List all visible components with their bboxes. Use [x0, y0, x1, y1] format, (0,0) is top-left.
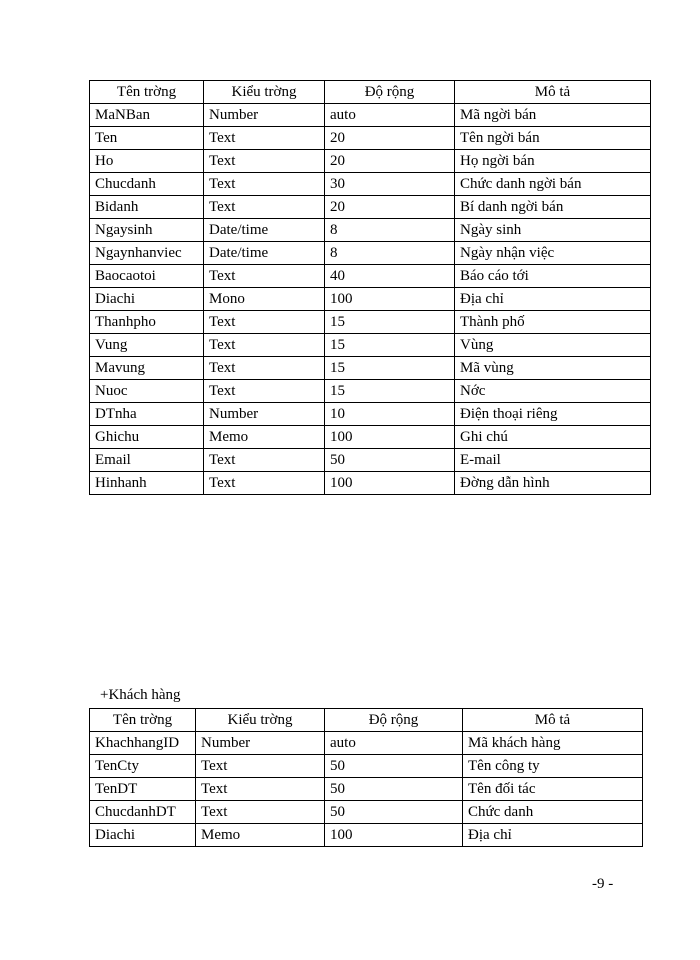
cell-field-name: Chucdanh [90, 173, 204, 196]
cell-field-type: Text [196, 778, 325, 801]
cell-description: E-mail [455, 449, 651, 472]
cell-field-type: Text [204, 449, 325, 472]
cell-field-type: Number [196, 732, 325, 755]
cell-field-type: Text [204, 150, 325, 173]
cell-field-width: 15 [325, 380, 455, 403]
cell-field-name: Ghichu [90, 426, 204, 449]
cell-field-name: ChucdanhDT [90, 801, 196, 824]
cell-description: Chức danh ngời bán [455, 173, 651, 196]
header-description: Mô tả [463, 709, 643, 732]
cell-field-name: Mavung [90, 357, 204, 380]
cell-field-width: 15 [325, 357, 455, 380]
table-row [90, 755, 643, 778]
cell-field-name: Ho [90, 150, 204, 173]
cell-description: Địa chỉ [463, 824, 643, 847]
header-field-type: Kiểu trờng [196, 709, 325, 732]
cell-description: Mã vùng [455, 357, 651, 380]
cell-field-width: 100 [325, 288, 455, 311]
table-row [90, 104, 651, 127]
cell-description: Ghi chú [455, 426, 651, 449]
cell-field-type: Text [204, 265, 325, 288]
cell-field-width: 50 [325, 778, 463, 801]
cell-field-name: Hinhanh [90, 472, 204, 495]
cell-field-name: Ten [90, 127, 204, 150]
cell-field-type: Text [204, 127, 325, 150]
cell-field-width: auto [325, 104, 455, 127]
cell-field-type: Text [204, 472, 325, 495]
cell-description: Điện thoại riêng [455, 403, 651, 426]
cell-field-type: Text [204, 311, 325, 334]
cell-field-type: Text [196, 755, 325, 778]
table-row [90, 824, 643, 847]
cell-description: Địa chỉ [455, 288, 651, 311]
cell-description: Tên công ty [463, 755, 643, 778]
cell-description: Báo cáo tới [455, 265, 651, 288]
header-field-name: Tên trờng [90, 81, 204, 104]
table-row [90, 357, 651, 380]
table-row [90, 380, 651, 403]
table-row [90, 173, 651, 196]
table-row [90, 150, 651, 173]
cell-field-width: 20 [325, 196, 455, 219]
table-row [90, 403, 651, 426]
cell-description: Bí danh ngời bán [455, 196, 651, 219]
table-row [90, 311, 651, 334]
table-row [90, 196, 651, 219]
cell-field-name: Nuoc [90, 380, 204, 403]
table-row [90, 778, 643, 801]
cell-description: Ngày nhận việc [455, 242, 651, 265]
cell-field-type: Memo [196, 824, 325, 847]
table-header-row [90, 81, 651, 104]
cell-field-name: DTnha [90, 403, 204, 426]
cell-description: Thành phố [455, 311, 651, 334]
table-row [90, 288, 651, 311]
table-row [90, 426, 651, 449]
cell-field-name: KhachhangID [90, 732, 196, 755]
page-number: -9 - [592, 876, 614, 892]
cell-field-width: 20 [325, 127, 455, 150]
cell-field-name: Bidanh [90, 196, 204, 219]
cell-field-name: TenCty [90, 755, 196, 778]
header-field-type: Kiểu trờng [204, 81, 325, 104]
cell-field-type: Text [204, 357, 325, 380]
section-title-customer: +Khách hàng [100, 687, 181, 703]
cell-description: Ngày sinh [455, 219, 651, 242]
cell-description: Nớc [455, 380, 651, 403]
cell-description: Mã ngời bán [455, 104, 651, 127]
cell-field-type: Text [204, 173, 325, 196]
table-row [90, 242, 651, 265]
table-row [90, 732, 643, 755]
cell-field-name: Baocaotoi [90, 265, 204, 288]
fields-table-seller [89, 80, 651, 495]
header-field-width: Độ rộng [325, 81, 455, 104]
cell-field-width: 15 [325, 311, 455, 334]
cell-field-type: Text [204, 380, 325, 403]
cell-field-width: 10 [325, 403, 455, 426]
cell-field-width: 50 [325, 801, 463, 824]
table-row [90, 801, 643, 824]
cell-field-type: Date/time [204, 219, 325, 242]
cell-description: Chức danh [463, 801, 643, 824]
cell-description: Mã khách hàng [463, 732, 643, 755]
cell-field-width: 15 [325, 334, 455, 357]
cell-field-width: 50 [325, 755, 463, 778]
table-row [90, 449, 651, 472]
header-description: Mô tả [455, 81, 651, 104]
cell-field-name: Email [90, 449, 204, 472]
header-field-width: Độ rộng [325, 709, 463, 732]
cell-field-type: Memo [204, 426, 325, 449]
cell-field-type: Mono [204, 288, 325, 311]
cell-field-width: 100 [325, 472, 455, 495]
cell-field-width: auto [325, 732, 463, 755]
cell-field-name: Ngaynhanviec [90, 242, 204, 265]
cell-field-name: Vung [90, 334, 204, 357]
cell-description: Tên ngời bán [455, 127, 651, 150]
table-row [90, 265, 651, 288]
cell-field-type: Number [204, 403, 325, 426]
cell-description: Vùng [455, 334, 651, 357]
cell-field-name: Ngaysinh [90, 219, 204, 242]
cell-field-type: Date/time [204, 242, 325, 265]
cell-description: Họ ngời bán [455, 150, 651, 173]
cell-field-width: 100 [325, 426, 455, 449]
table-row [90, 127, 651, 150]
cell-field-width: 30 [325, 173, 455, 196]
cell-field-type: Text [204, 334, 325, 357]
cell-field-width: 100 [325, 824, 463, 847]
table-header-row [90, 709, 643, 732]
table-row [90, 334, 651, 357]
cell-field-name: Diachi [90, 288, 204, 311]
table-row [90, 219, 651, 242]
cell-field-type: Text [196, 801, 325, 824]
cell-field-name: Thanhpho [90, 311, 204, 334]
cell-field-name: Diachi [90, 824, 196, 847]
cell-field-width: 8 [325, 242, 455, 265]
cell-field-width: 50 [325, 449, 455, 472]
cell-field-width: 8 [325, 219, 455, 242]
cell-description: Tên đối tác [463, 778, 643, 801]
header-field-name: Tên trờng [90, 709, 196, 732]
cell-field-width: 40 [325, 265, 455, 288]
cell-description: Đờng dẫn hình [455, 472, 651, 495]
cell-field-name: MaNBan [90, 104, 204, 127]
fields-table-customer [89, 708, 643, 847]
table-row [90, 472, 651, 495]
cell-field-width: 20 [325, 150, 455, 173]
cell-field-type: Text [204, 196, 325, 219]
cell-field-type: Number [204, 104, 325, 127]
cell-field-name: TenDT [90, 778, 196, 801]
